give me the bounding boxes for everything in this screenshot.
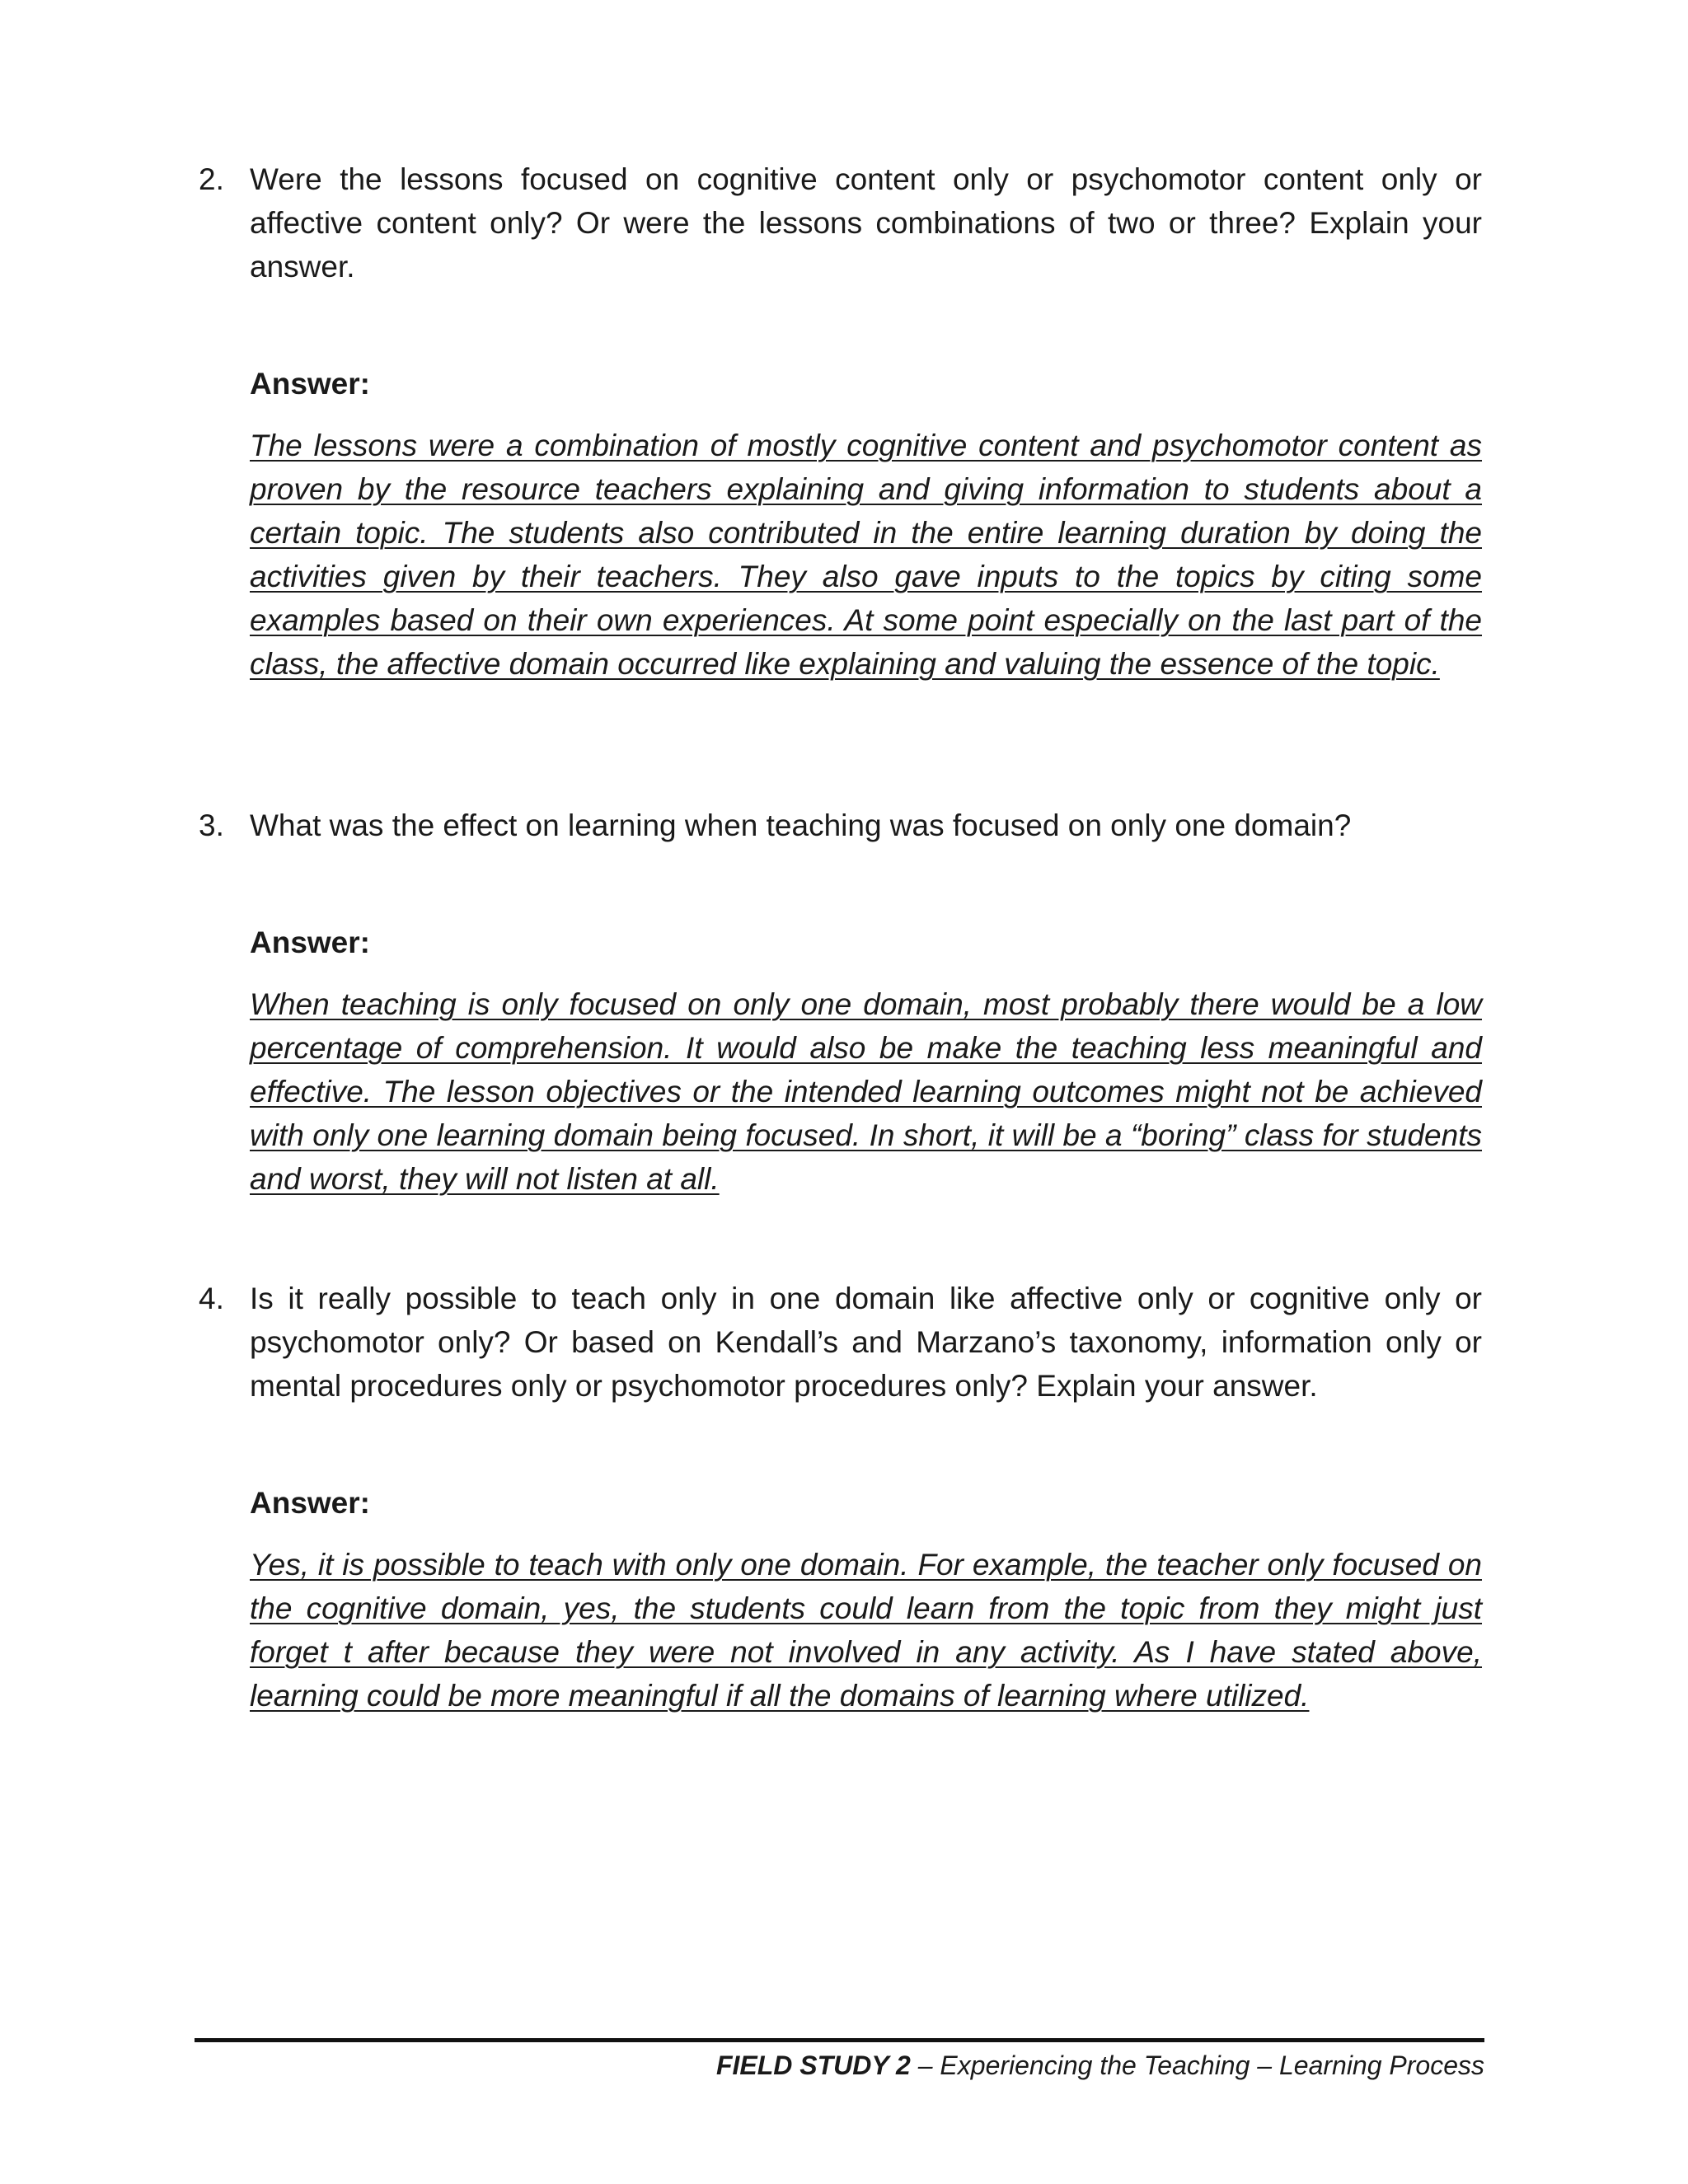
answer-label: Answer:	[250, 1486, 370, 1520]
question-number: 4.	[199, 1282, 224, 1315]
answer-text: Yes, it is possible to teach with only one domain. For example, the teacher only focused on the cognitive domain, yes, the students could learn from the topic from they might just forget t after because they were not involved in any activity. As I have stated above, learning could be more meaningful if all the domains of learning where utilized.	[250, 1548, 1482, 1713]
footer-subtitle: – Experiencing the Teaching – Learning Process	[910, 2050, 1484, 2080]
answer-text: The lessons were a combination of mostly cognitive content and psychomotor content as proven by the resource teachers explaining and giving information to students about a certain topic. The students also contributed in the entire learning duration by doing the activities given by their teachers. They also gave inputs to the topics by citing some examples based on their own experiences. At some point especially on the last part of the class, the affective domain occurred like explaining and valuing the essence of the topic.	[250, 429, 1482, 681]
question-4	[199, 1277, 1482, 1718]
page-footer	[716, 2047, 1484, 2083]
answer-label: Answer:	[250, 926, 370, 959]
footer-course-title: FIELD STUDY 2	[715, 2050, 911, 2080]
question-number: 3.	[199, 808, 224, 842]
question-text: What was the effect on learning when teaching was focused on only one domain?	[250, 808, 1352, 842]
footer-divider	[195, 2038, 1484, 2042]
question-2	[199, 157, 1482, 686]
question-3	[199, 804, 1482, 1201]
answer-text: When teaching is only focused on only one domain, most probably there would be a low percentage of comprehension. It would also be make the teaching less meaningful and effective. The lesson objectives or the intended learning outcomes might not be achieved with only one learning domain being focused. In short, it will be a “boring” class for students and worst, they will not listen at all.	[250, 987, 1482, 1196]
question-number: 2.	[199, 162, 224, 196]
question-text: Is it really possible to teach only in one domain like affective only or cognitive only or psychomotor only? Or based on Kendall’s and Marzano’s taxonomy, information only or mental procedures only or psychomotor procedures only? Explain your answer.	[250, 1282, 1482, 1403]
answer-label: Answer:	[250, 367, 370, 401]
question-text: Were the lessons focused on cognitive content only or psychomotor content only or affective content only? Or were the lessons combinations of two or three? Explain your answer.	[250, 162, 1482, 284]
